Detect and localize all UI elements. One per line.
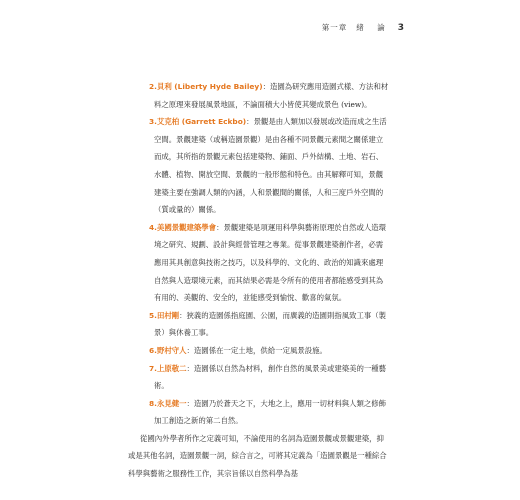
section-label: 緒 論: [356, 23, 388, 32]
chapter-label: 第一章: [321, 23, 348, 32]
definition-text: ：造園乃於蒼天之下，大地之上，應用一切材料與人類之修飾加工創造之新的第二自然。: [154, 398, 387, 426]
definition-source: 6.野村守人: [149, 345, 187, 355]
definition-source: 8.永見健一: [149, 398, 187, 408]
definition-source: 3.艾克柏 (Garrett Eckbo): [149, 117, 247, 127]
definition-text: ：造園係在一定土地，供給一定風景設施。: [186, 345, 327, 355]
definition-source: 2.貝利 (Liberty Hyde Bailey): [149, 82, 263, 91]
definition-item: [128, 342, 390, 360]
definition-source: 7.上原敬二: [149, 363, 187, 373]
definition-source: 4.美國景觀建築學會: [149, 222, 217, 232]
page-number: 3: [397, 22, 404, 33]
definition-item: [128, 360, 390, 395]
summary-paragraph: 從國內外學者所作之定義可知，不論使用的名詞為造園景觀或景觀建築，抑或是其他名詞，造園景觀一詞，綜合言之，可將其定義為「造園景觀是一種綜合科學與藝術之服務性工作，其宗旨係以自然科學為基: [128, 433, 387, 479]
running-header: [322, 22, 404, 33]
definition-text: ：狹義的造園係指庭園、公園，而廣義的造園則指風致工事（製景）與休養工事。: [154, 310, 387, 338]
definition-item: [128, 307, 390, 342]
definition-item: [128, 219, 390, 307]
definition-text: ：景觀建築是項運用科學與藝術原理於自然或人造環境之研究、規劃、設計與經營管理之專業。從事景觀建築創作者，必需應用其具創意與技術之技巧，以及科學的、文化的、政治的知識來處理自然與人造環境元素，而其結果必需是令所有的使用者都能感受到其為有用的、美觀的、安全的，並能感受到愉悅、歡喜的氣氛。: [154, 222, 387, 303]
definition-source: 5.田村剛: [149, 310, 180, 320]
definition-item: [128, 78, 390, 113]
definition-item: [128, 113, 390, 219]
definition-text: ：造園為研究應用造園式樣、方法和材料之原理來發展風景地區，不論面積大小皆使其變成景色 (view)。: [154, 82, 389, 109]
page-body: [128, 78, 390, 483]
definition-text: ：景觀是由人類加以發展或改造而成之生活空間。景觀建築（或稱造園景觀）是由各種不同景觀元素間之關係建立而成，其所指的景觀元素包括建築物、鋪面、戶外結構、土地、岩石、水體、植物、開放空間、景觀的一般形態和特色。由其解釋可知，景觀建築主要在強調人類的內涵，人和景觀間的關係，人和三度戶外空間的（質或量的）關係。: [154, 117, 387, 215]
definition-text: ：造園係以自然為材料，創作自然的風景美或建築美的一種藝術。: [154, 363, 387, 391]
definition-item: [128, 395, 390, 430]
